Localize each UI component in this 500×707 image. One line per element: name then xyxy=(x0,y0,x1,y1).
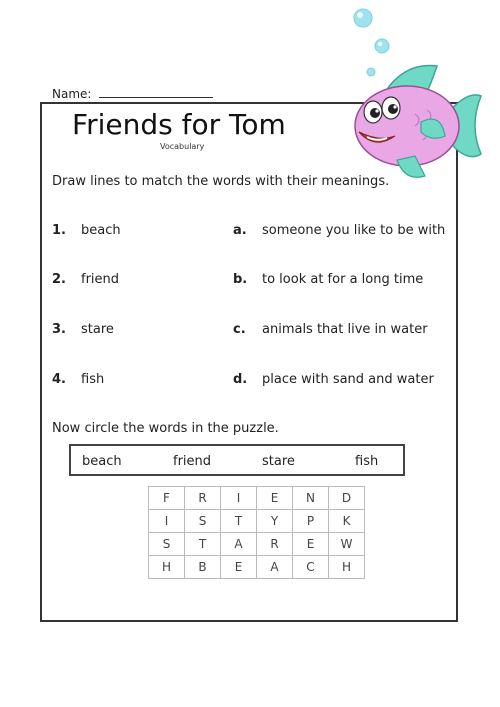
meaning-item: someone you like to be with xyxy=(262,223,446,238)
word-bank-item: stare xyxy=(262,454,295,469)
word-bank xyxy=(69,444,405,476)
grid-cell[interactable]: I xyxy=(221,487,257,510)
worksheet-subtitle: Vocabulary xyxy=(160,142,205,151)
word-item: friend xyxy=(81,272,120,287)
meaning-letter: b. xyxy=(233,272,248,287)
grid-cell[interactable]: W xyxy=(329,533,365,556)
word-item: beach xyxy=(81,223,121,238)
grid-cell[interactable]: D xyxy=(329,487,365,510)
grid-row xyxy=(149,510,365,533)
grid-cell[interactable]: K xyxy=(329,510,365,533)
grid-row xyxy=(149,556,365,579)
matching-instructions: Draw lines to match the words with their meanings. xyxy=(52,174,390,189)
bubble-icon xyxy=(375,39,389,53)
bubble-icon xyxy=(354,9,372,27)
grid-row xyxy=(149,533,365,556)
name-field[interactable] xyxy=(99,87,213,98)
grid-cell[interactable]: N xyxy=(293,487,329,510)
word-item: fish xyxy=(81,372,105,387)
grid-cell[interactable]: Y xyxy=(257,510,293,533)
grid-cell[interactable]: B xyxy=(185,556,221,579)
meaning-item: animals that live in water xyxy=(262,322,428,337)
grid-cell[interactable]: P xyxy=(293,510,329,533)
grid-cell[interactable]: R xyxy=(257,533,293,556)
grid-cell[interactable]: S xyxy=(149,533,185,556)
word-bank-item: friend xyxy=(173,454,212,469)
grid-cell[interactable]: C xyxy=(293,556,329,579)
bubble-icon xyxy=(367,68,375,76)
word-number: 4. xyxy=(52,372,66,387)
word-search-grid xyxy=(148,486,365,579)
grid-cell[interactable]: R xyxy=(185,487,221,510)
grid-row xyxy=(149,487,365,510)
grid-cell[interactable]: A xyxy=(257,556,293,579)
fish-body xyxy=(355,86,459,166)
word-number: 1. xyxy=(52,223,66,238)
word-number: 2. xyxy=(52,272,66,287)
meaning-item: place with sand and water xyxy=(262,372,434,387)
grid-cell[interactable]: H xyxy=(329,556,365,579)
fish-illustration xyxy=(345,4,485,194)
grid-cell[interactable]: E xyxy=(293,533,329,556)
meaning-letter: d. xyxy=(233,372,248,387)
grid-cell[interactable]: A xyxy=(221,533,257,556)
puzzle-instructions: Now circle the words in the puzzle. xyxy=(52,421,279,436)
word-item: stare xyxy=(81,322,114,337)
meaning-letter: c. xyxy=(233,322,246,337)
name-row xyxy=(52,87,213,101)
grid-cell[interactable]: S xyxy=(185,510,221,533)
meaning-item: to look at for a long time xyxy=(262,272,424,287)
grid-cell[interactable]: T xyxy=(185,533,221,556)
grid-cell[interactable]: H xyxy=(149,556,185,579)
grid-cell[interactable]: F xyxy=(149,487,185,510)
grid-cell[interactable]: E xyxy=(257,487,293,510)
word-bank-item: beach xyxy=(82,454,122,469)
worksheet-title: Friends for Tom xyxy=(72,108,286,141)
grid-cell[interactable]: I xyxy=(149,510,185,533)
meaning-letter: a. xyxy=(233,223,247,238)
word-number: 3. xyxy=(52,322,66,337)
grid-cell[interactable]: E xyxy=(221,556,257,579)
name-label: Name: xyxy=(52,87,92,101)
word-bank-item: fish xyxy=(355,454,379,469)
grid-cell[interactable]: T xyxy=(221,510,257,533)
